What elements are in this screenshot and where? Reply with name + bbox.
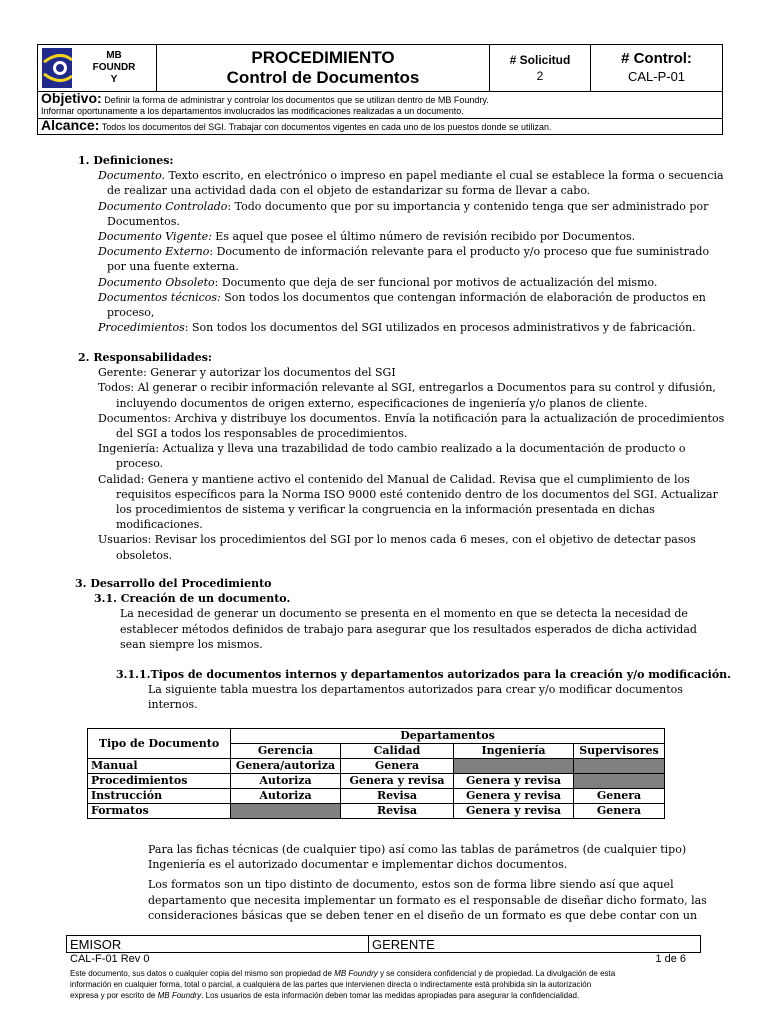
col-calidad: Calidad xyxy=(341,744,454,759)
table-row xyxy=(88,759,665,774)
definition-term: Documentos técnicos: xyxy=(98,290,221,304)
document-footer xyxy=(66,935,701,953)
table-cell: Genera xyxy=(574,789,665,804)
solicitud-cell: # Solicitud 2 xyxy=(490,45,591,92)
row-tipo: Instrucción xyxy=(88,789,231,804)
definition-term: Procedimientos xyxy=(98,321,185,335)
col-tipo-header: Tipo de Documento xyxy=(88,729,231,759)
table-cell: Genera xyxy=(341,759,454,774)
col-departamentos-header: Departamentos xyxy=(231,729,665,744)
gerente-cell: GERENTE xyxy=(369,936,701,953)
definition-term: Documento Vigente: xyxy=(98,230,212,244)
table-cell: Autoriza xyxy=(231,789,341,804)
table-row xyxy=(88,789,665,804)
emisor-cell: EMISOR xyxy=(67,936,369,953)
table-row xyxy=(88,774,665,789)
row-tipo: Manual xyxy=(88,759,231,774)
table-cell xyxy=(574,774,665,789)
definition-item: Documento Obsoleto: Documento que deja de ser funcional por motivos de actualización del mismo. xyxy=(98,275,658,289)
table-cell xyxy=(454,759,574,774)
objetivo-cell: Objetivo: Definir la forma de administrar y controlar los documentos que se utilizan dentro de MB Foundry. Informar oportunamente a los departamentos involucrados las modificaciones realizadas a un documento. xyxy=(38,92,723,119)
form-revision: CAL-F-01 Rev 0 xyxy=(70,953,150,965)
table-cell: Genera/autoriza xyxy=(231,759,341,774)
section-desarrollo: 3. Desarrollo del Procedimiento 3.1. Creación de un documento. La necesidad de generar un documento se presenta en el momento en que se detecta la necesidad de establecer métodos definidos de trabajo para asegurar que los resultados esperados de dicha actividad sean siempre los mismos. 3.1.1.Tipos de documentos internos y departamentos autorizados para la creación y/o modificación. La siguiente tabla muestra los departamentos autorizados para crear y/o modificar documentos internos. xyxy=(0,576,768,713)
definition-item: Documento Controlado: Todo documento que por su importancia y contenido tenga que ser administrado por xyxy=(98,199,709,213)
table-cell: Genera y revisa xyxy=(454,804,574,819)
table-cell xyxy=(574,759,665,774)
document-header xyxy=(37,44,723,135)
section-heading: 3. Desarrollo del Procedimiento xyxy=(75,577,272,590)
col-gerencia: Gerencia xyxy=(231,744,341,759)
section-heading: 2. Responsabilidades: xyxy=(78,351,212,364)
section-definiciones: 1. Definiciones: Documento. Texto escrito, en electrónico o impreso en papel mediante el cual se establece la forma o secuencia de realizar una actividad dada con el objeto de estandarizar su forma de llevar a cabo. Documento Controlado: Todo documento que por su importancia y contenido tenga que ser administrado por Documentos. Documento Vigente: Es aquel que posee el último número de revisión recibido por Documentos. Documento Externo: Documento de información relevante para el producto y/o proceso que fue suministrado por una fuente externa. Documento Obsoleto: Documento que deja de ser funcional por motivos de actualización del mismo. Documentos técnicos: Son todos los documentos que contengan información de elaboración de productos en proceso, Procedimientos: Son todos los documentos del SGI utilizados en procesos administrativos y de fabricación. xyxy=(0,153,768,335)
table-cell: Genera y revisa xyxy=(454,774,574,789)
table-cell: Revisa xyxy=(341,804,454,819)
definition-term: Documento Obsoleto xyxy=(98,275,215,289)
subsection-heading: 3.1. Creación de un documento. xyxy=(94,592,291,606)
definition-item: Procedimientos: Son todos los documentos del SGI utilizados en procesos administrativos y de fabricación. xyxy=(98,321,696,335)
subsection-heading: 3.1.1.Tipos de documentos internos y departamentos autorizados para la creación y/o modificación. xyxy=(116,668,731,682)
definition-item: Documentos técnicos: Son todos los documentos que contengan información de elaboración de productos en xyxy=(98,290,706,304)
table-cell: Revisa xyxy=(341,789,454,804)
definition-item: Documento Vigente: Es aquel que posee el último número de revisión recibido por Documentos. xyxy=(98,230,636,244)
footer-ref xyxy=(70,953,686,965)
logo-cell xyxy=(38,45,157,92)
section-responsabilidades: 2. Responsabilidades: Gerente: Generar y autorizar los documentos del SGI Todos: Al generar o recibir información relevante al SGI, entregarlos a Documentos para su control y difusión, incluyendo documentos de origen externo, especificaciones de ingeniería y/o planos de cliente. Documentos: Archiva y distribuye los documentos. Envía la notificación para la actualización de procedimientos del SGI a todos los responsables de procedimientos. Ingeniería: Actualiza y lleva una trazabilidad de todo cambio realizado a la documentación de producto o proceso. Calidad: Genera y mantiene activo el contenido del Manual de Calidad. Revisa que el cumplimiento de los requisitos específicos para la Norma ISO 9000 esté contenido dentro de los documentos del SGI. Actualizar los procedimientos de sistema y verificar la congruencia en la información presentada en dichas modificaciones. Usuarios: Revisar los procedimientos del SGI por lo menos cada 6 meses, con el objetivo de detectar pasos obsoletos. xyxy=(0,350,768,563)
document-title: PROCEDIMIENTO Control de Documentos xyxy=(157,45,490,92)
row-tipo: Formatos xyxy=(88,804,231,819)
col-supervisores: Supervisores xyxy=(574,744,665,759)
table-row xyxy=(88,804,665,819)
table-cell: Genera xyxy=(574,804,665,819)
definition-item: Documento Externo: Documento de información relevante para el producto y/o proceso que fue suministrado xyxy=(98,245,710,259)
mb-foundry-logo xyxy=(42,48,72,88)
confidentiality-notice: Este documento, sus datos o cualquier copia del mismo son propiedad de MB Foundry y se considera confidencial y de propiedad. La divulgación de esta información en cualquier forma, total o parcial, a cualquiera de las partes que intervienen directa o indirectamente está prohibida sin la autorización expresa y por escrito de MB Foundry. Los usuarios de esta información deben tomar las medidas apropiadas para asegurar la confidencialidad. xyxy=(70,969,616,1000)
control-cell: # Control: CAL-P-01 xyxy=(591,45,723,92)
table-cell: Genera y revisa xyxy=(341,774,454,789)
definition-term: Documento. xyxy=(98,169,166,183)
body-text-after-table: Para las fichas técnicas (de cualquier tipo) así como las tablas de parámetros (de cualquier tipo) Ingeniería es el autorizado documentar e implementar dichos documentos. Los formatos son un tipo distinto de documento, estos son de forma libre siendo así que aquel departamento que necesita implementar un formato es el responsable de diseñar dicho formato, las consideraciones básicas que se deben tener en el diseño de un formato es que debe contar con un xyxy=(148,843,707,922)
definition-term: Documento Controlado xyxy=(98,199,228,213)
alcance-cell: Alcance: Todos los documentos del SGI. Trabajar con documentos vigentes en cada uno de los puestos donde se utilizan. xyxy=(38,119,723,135)
section-heading: 1. Definiciones: xyxy=(78,154,174,167)
definition-term: Documento Externo xyxy=(98,245,210,259)
company-name: MB FOUNDR Y xyxy=(92,50,136,85)
definition-item: Documento. Texto escrito, en electrónico o impreso en papel mediante el cual se establece la forma o secuencia xyxy=(98,169,724,183)
departments-table xyxy=(87,728,665,819)
table-cell: Genera y revisa xyxy=(454,789,574,804)
table-cell xyxy=(231,804,341,819)
row-tipo: Procedimientos xyxy=(88,774,231,789)
table-cell: Autoriza xyxy=(231,774,341,789)
col-ingenieria: Ingeniería xyxy=(454,744,574,759)
page-number: 1 de 6 xyxy=(655,953,686,965)
